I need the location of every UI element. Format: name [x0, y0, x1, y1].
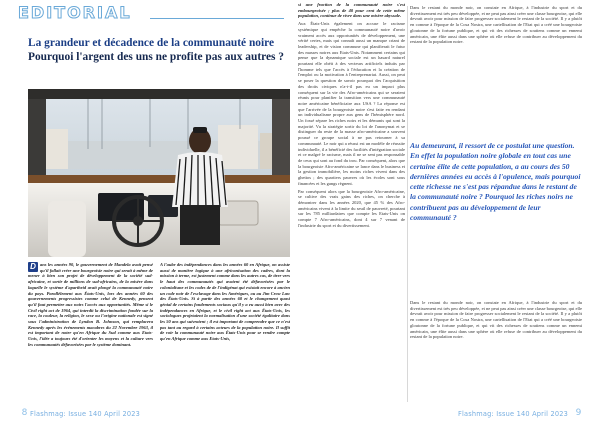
- pull-quote: Au demeurant, il ressort de ce postulat une question. En effet la population noire globale en tout cas une certaine élite de cette population, a au cours des 50 dernières années eu accès à l'opulence, mais pourquoi cette richesse ne s'est pas répandue dans le restant de la communauté noire ? Pourquoi les riches noirs ne contribuent pas au développement de leur communauté ?: [410, 141, 581, 223]
- page-number-right: 9: [575, 408, 582, 418]
- footer-issue-right: Flashmag: Issue 140 April 2023: [458, 410, 569, 418]
- article-title: La grandeur et décadence de la communauté noire: [28, 37, 275, 49]
- column-2: [160, 262, 290, 408]
- dropcap: D: [28, 262, 38, 272]
- column-4-top: Dans le restant du monde noir, on constate en Afrique, à l'industrie du sport et du divertissement est très peu développée, et ne peut pas ainsi créer une classe bourgeoise, qui elle devrait avoir pour mission de faire progresser socialement le restant de la société. Il y a plutôt en comme à l'époque de la Cosa Nostra, une cartellisation de l'Etat qui a créé une bourgeoisie gloutonne de la fortune publique, et qui vit des richesses de soutiens comme un ennemi américain, une élite aussi dans une sphère où elle refuse de contribuer au développement du restant de la population noire.: [410, 5, 582, 45]
- column-3-text: Aux États-Unis également on accuse le racisme systémique qui empêche la communauté noire d'avoir vraiment accès aux opportunités de développement, une vérité certes, mais qui connaît aussi un manque criant de leadership, et de vision commune qui planifierait le futur des masses noires aux Etats-Unis. Notamment certains qui pense que la dynamique sociale est un hasard naturel pourtant elle obéit à des vecteurs artificiels induits par l'homme tels que l'accès à l'éducation et la création de l'emploi ou la motivation à l'entreprenariat. Aussi, on peut se poser la question de savoir pourquoi des l'acquisition des droits civiques n'a-t-il pas eu un impact plus conséquent sur la vie des Afro-américains qui se seraient réunis pour planifier la transition vers une communauté noire américaine bénéficiaire aux USA ? La réponse est que l'arrivée de la bourgeoisie noire s'est faite en rendant un individualisme propre aux gens de l'hémisphère nord. Un fossé sépare les riches noirs et les démunis qui sont la majorité. Vu la stratégie sortir du lot de l'anonymat et se distinguer du reste de la masse afro-américaine a souvent poussé ce groupe social à ne pas retourner à sa communauté. Le noir qui a réussi est un modèle de réussite individuelle, il a bénéficié des facilités d'intégration sociale et ce malgré le racisme, mais il ne se sent pas responsable de ceux qui sont au fond du trou. Par conséquent, alors que la bourgeoisie Afro-américaine se lance dans le business et la gestion immobilière, les moins riches vivent dans des ghettos ; des quartiers pauvres où les écoles sont sous financées et les gangs règnent.: [298, 21, 405, 186]
- column-1: [28, 262, 153, 408]
- column-1-text: ans les années 90, le gouvernement de Mandela avait pensé qu'il fallait créer une bourgeoisie noire qui serait à même de mener à bien son projet de développement de la société sud-africaine, et sortir de millions de sud-africains, de la misère dans laquelle le système d'apartheid avait plongé la communauté noire du pays. Parallèlement aux États-Unis, lors des années 60 des gouvernements progressistes comme celui de Kennedy, pensent qu'il faut permettre aux noirs l'accès aux opportunités. Même si le Civil right act de 1964, qui interdit la discrimination fondée sur la race, la couleur, la religion, le sexe ou l'origine nationale est signé sous l'administration de Lyndon B. Johnson, qui remplacera Kennedy après les événements macabres du 22 Novembre 1963, il est important de noter qu'en Afrique du Sud comme aux Etats-Unis, l'idée a toujours été d'orienter les moyens et la culture vers les communautés défavorisées par le système dominant.: [28, 262, 153, 347]
- masthead-title: EDITORIAL: [18, 3, 132, 22]
- column-2-text: A l'aube des indépendances dans les années 60 en Afrique, on assiste aussi de manière logique à une africanisation des cadres, dont la mission à terme, est justement comme dans les autres cas, de tirer vers le haut des communautés qui avaient été défavorisées par le colonialisme et les codes de de l'indigénat qui existait encore à ancien un code noir de l'esclavage dans les Amériques, ou au Jim Crow Law des États-Unis. Si à partir des années 60 et le changement quasi génial de certains fondements sociaux qu'il y a eu aussi bien avec des indépendances en Afrique, et le civil right act aux États-Unis, les sociologues projetaient la normalisation d'une société égalitaire dans les 50 ans qui suivraient ; il est important de comprendre que ce n'est pas tant au regard à certains acteurs de la population noire. Il suffit de voir la communauté noire aux États-Unis pour se rendre compte qu'en Afrique comme aux Etats-Unis,: [160, 262, 290, 342]
- yacht-helm-photo: [28, 89, 290, 257]
- column-4-bottom: Dans le restant du monde noir, on constate en Afrique, à l'industrie du sport et du divertissement est très peu développée, et ne peut pas ainsi créer une classe bourgeoise, qui elle devrait avoir pour mission de faire progresser socialement le restant de la société. Il y a plutôt en comme à l'époque de la Cosa Nostra, une cartellisation de l'Etat qui a créé une bourgeoisie gloutonne de la fortune publique, et qui vit des richesses de soutiens comme un ennemi américain, une élite aussi dans une sphère où elle refuse de contribuer au développement du restant de la population noire.: [410, 300, 582, 340]
- column-divider: [407, 6, 408, 402]
- article-photo: [28, 89, 290, 257]
- article-subtitle: Pourquoi l'argent des uns ne profite pas aux autres ?: [28, 51, 285, 63]
- masthead-rule: [150, 18, 284, 19]
- article-headline: [28, 36, 290, 64]
- page-number-left: 8: [21, 408, 28, 418]
- column-3-tail: Par conséquent alors que la bourgeoisie Afro-américaine, se cultive des vrais gains des riches, on cherche à démontrer dans les années 2020, que 45 % des Afro-américains vivent à la limite du seuil de pauvreté, pourtant sur les 785 milliardaires que compte les Etats-Unis on compte 7 Afro-américains, dont 4 sur 7 venant de l'industrie du sport et du divertissement.: [298, 188, 405, 228]
- footer-issue-left: Flashmag: Issue 140 April 2023: [30, 410, 141, 418]
- column-3-lead: si une fraction de la communauté noire s'est embourgeoisée ; plus de 40 pour cent de cette même population, continue de vivre dans une misère abyssale.: [298, 2, 405, 19]
- column-3: [298, 2, 405, 406]
